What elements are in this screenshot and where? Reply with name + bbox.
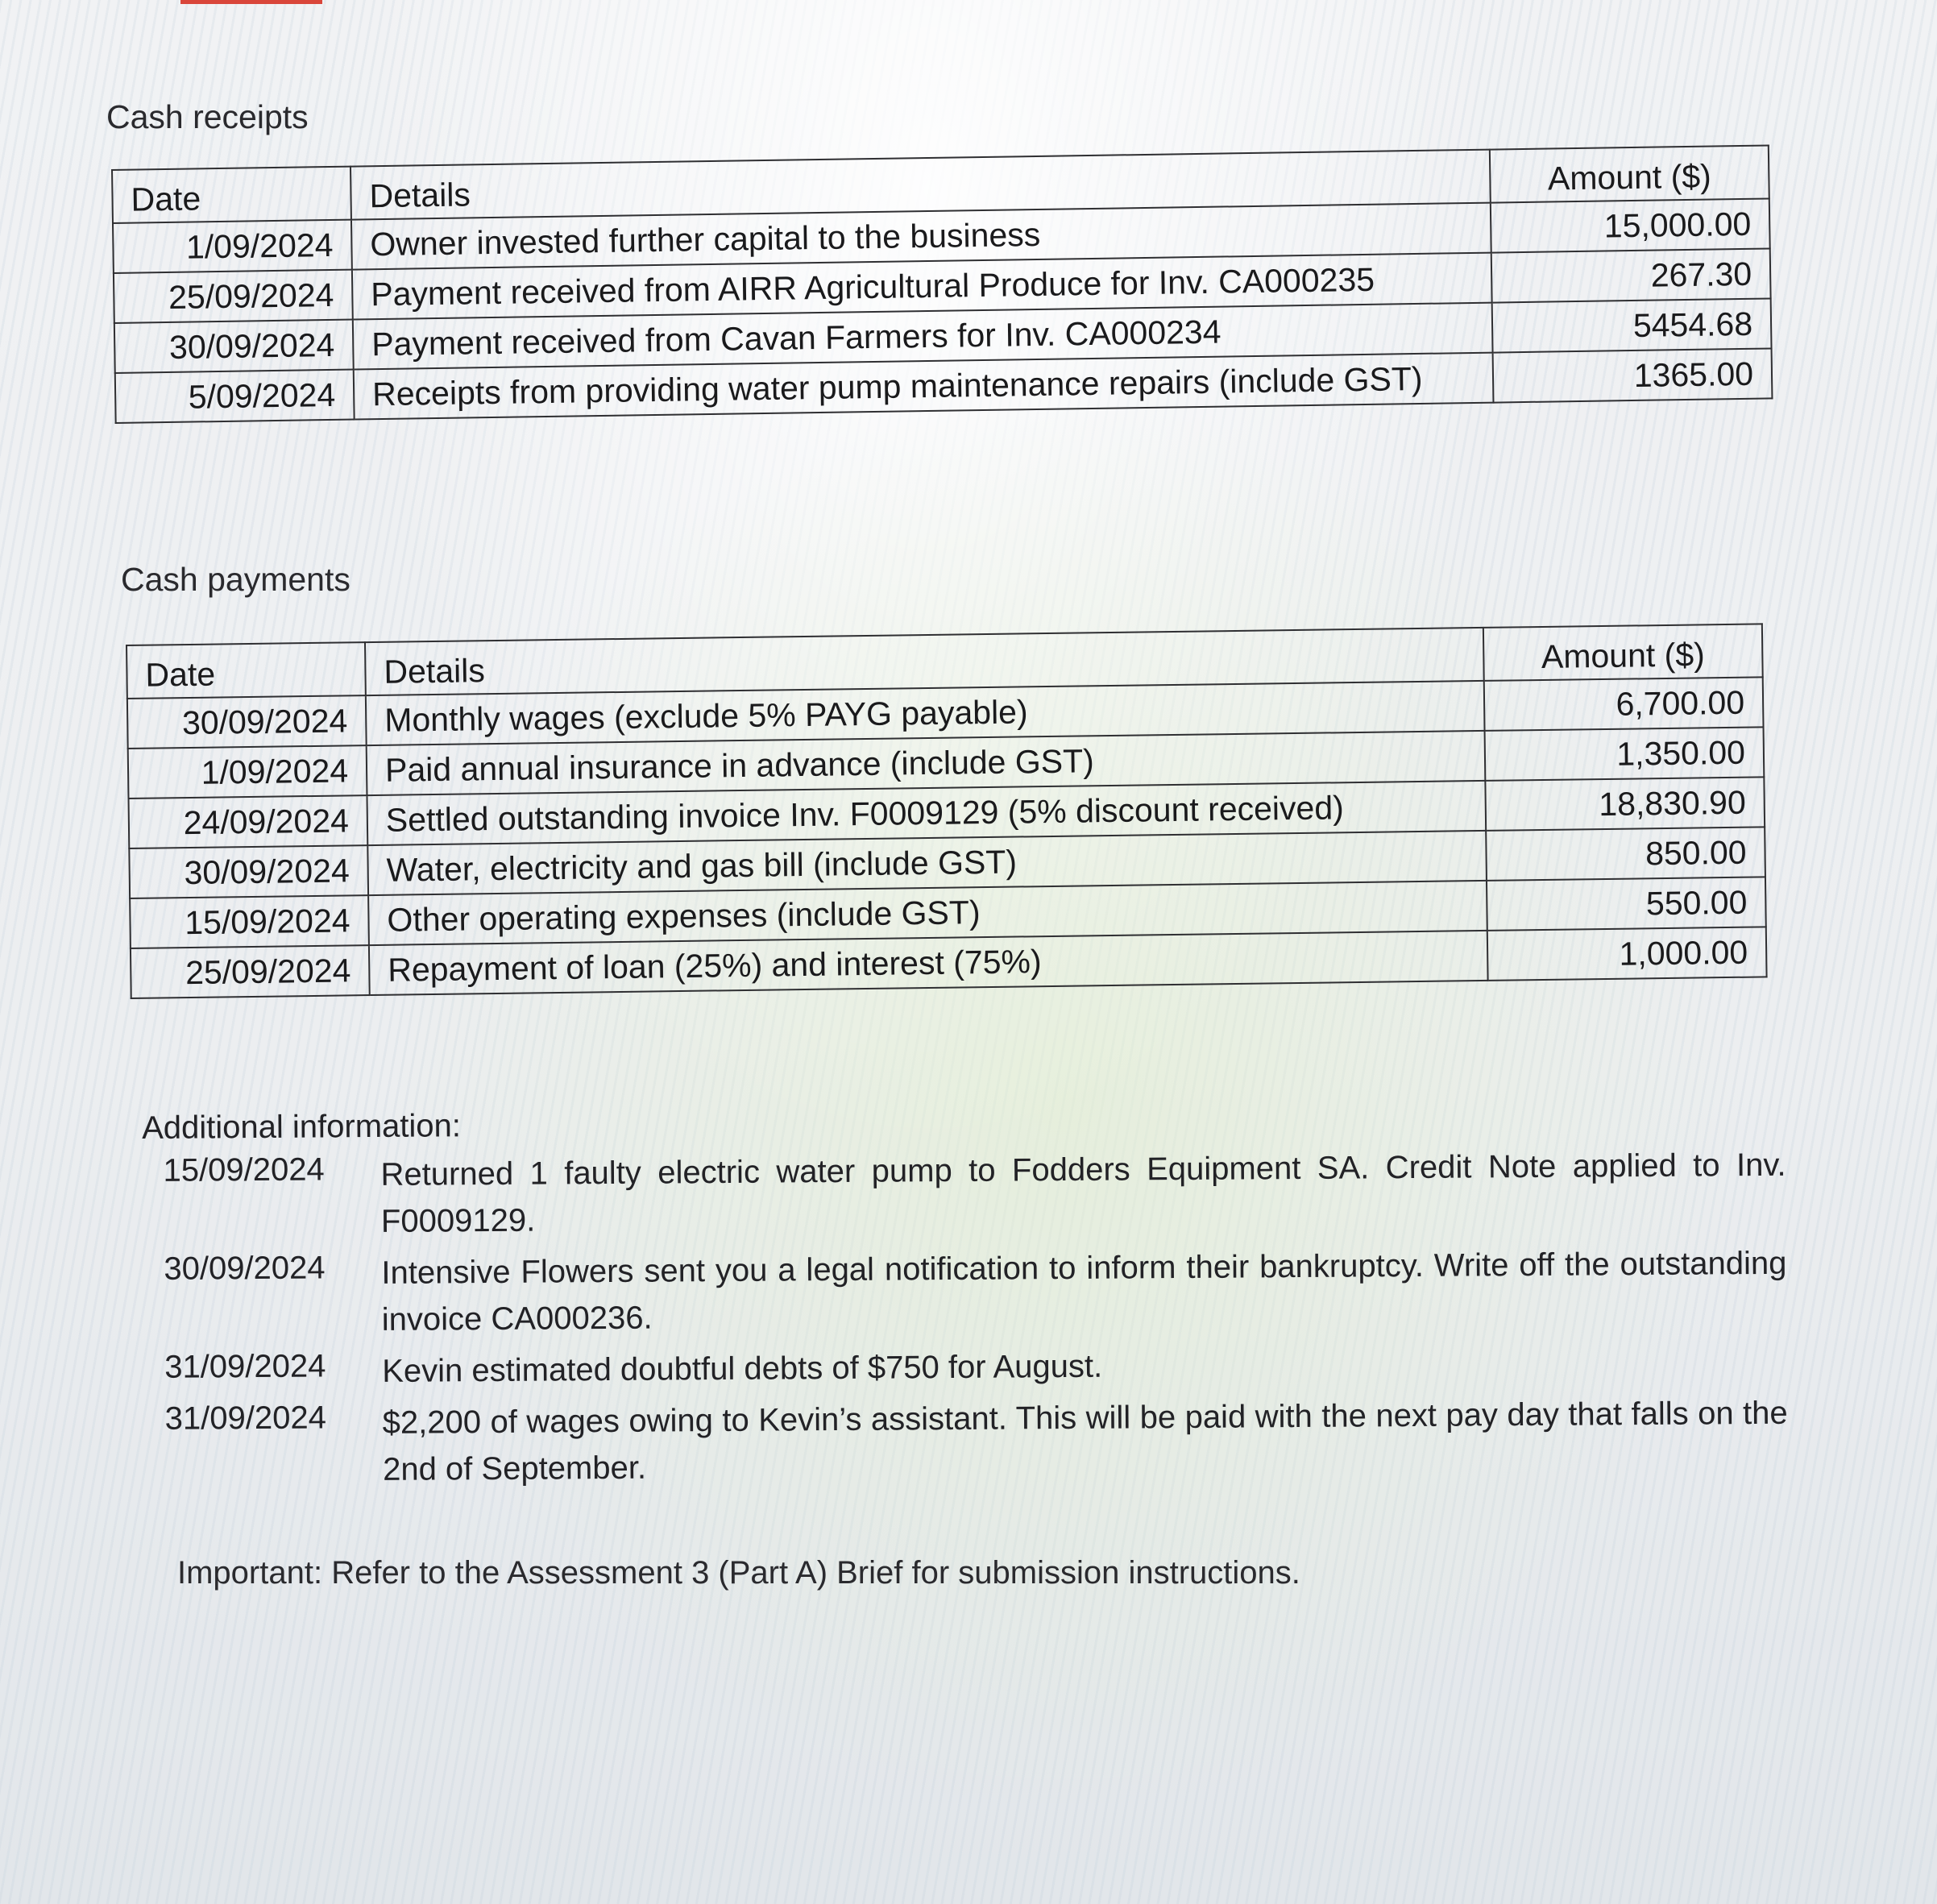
row-date: 5/09/2024 xyxy=(115,370,355,423)
row-date: 25/09/2024 xyxy=(114,270,353,323)
cash-payments-heading: Cash payments xyxy=(121,561,350,598)
note-item xyxy=(142,1142,1786,1247)
note-text: Intensive Flowers sent you a legal notification to inform their bankruptcy. Write off the outstanding invoice CA000236. xyxy=(381,1245,1787,1338)
row-details: Monthly wages (exclude 5% PAYG payable) xyxy=(366,681,1485,745)
row-amount: 1,350.00 xyxy=(1485,727,1765,781)
additional-information xyxy=(142,1099,1788,1500)
row-date: 25/09/2024 xyxy=(131,945,370,998)
note-date: 30/09/2024 xyxy=(164,1250,326,1287)
date-column-header: Date xyxy=(127,642,366,699)
row-details: Other operating expenses (include GST) xyxy=(368,881,1487,945)
row-amount: 18,830.90 xyxy=(1485,777,1765,831)
row-amount: 5454.68 xyxy=(1492,298,1772,352)
row-date: 1/09/2024 xyxy=(113,220,352,273)
note-text: Returned 1 faulty electric water pump to Fodders Equipment SA. Credit Note applied to Inv. F0009129. xyxy=(380,1147,1786,1239)
row-date: 15/09/2024 xyxy=(130,895,369,948)
row-date: 30/09/2024 xyxy=(127,695,367,749)
amount-column-header: Amount ($) xyxy=(1483,624,1763,681)
details-column-header: Details xyxy=(365,628,1484,695)
date-column-header: Date xyxy=(112,167,351,223)
cash-receipts-heading: Cash receipts xyxy=(106,98,309,135)
note-text: Kevin estimated doubtful debts of $750 for August. xyxy=(382,1348,1103,1389)
note-date: 31/09/2024 xyxy=(164,1348,326,1385)
note-item xyxy=(143,1240,1787,1345)
row-details: Payment received from Cavan Farmers for Inv. CA000234 xyxy=(353,303,1493,370)
row-amount: 1365.00 xyxy=(1493,348,1773,402)
row-date: 30/09/2024 xyxy=(129,845,368,898)
row-amount: 267.30 xyxy=(1491,248,1771,302)
row-details: Owner invested further capital to the business xyxy=(351,203,1491,270)
additional-information-title: Additional information: xyxy=(142,1108,462,1146)
note-text: $2,200 of wages owing to Kevin’s assistant. This will be paid with the next pay day that falls on the 2nd of September. xyxy=(382,1395,1788,1487)
row-amount: 6,700.00 xyxy=(1484,677,1764,731)
cash-receipts-table xyxy=(111,144,1773,423)
cash-payments-table xyxy=(126,623,1768,999)
row-details: Water, electricity and gas bill (include GST) xyxy=(367,831,1487,895)
note-date: 15/09/2024 xyxy=(163,1151,325,1188)
row-details: Settled outstanding invoice Inv. F0009129 (5% discount received) xyxy=(367,781,1486,845)
row-amount: 15,000.00 xyxy=(1491,198,1770,252)
row-date: 24/09/2024 xyxy=(129,795,368,848)
row-amount: 850.00 xyxy=(1486,827,1765,881)
amount-column-header: Amount ($) xyxy=(1490,145,1769,202)
row-details: Payment received from AIRR Agricultural Produce for Inv. CA000235 xyxy=(352,253,1492,320)
important-notice: Important: Refer to the Assessment 3 (Part A) Brief for submission instructions. xyxy=(177,1555,1300,1591)
row-details: Paid annual insurance in advance (include GST) xyxy=(367,731,1486,795)
note-item xyxy=(144,1390,1789,1495)
row-details: Repayment of loan (25%) and interest (75%) xyxy=(369,931,1488,995)
row-details: Receipts from providing water pump maintenance repairs (include GST) xyxy=(354,353,1494,420)
row-date: 1/09/2024 xyxy=(128,745,367,799)
note-date: 31/09/2024 xyxy=(164,1400,327,1437)
row-amount: 1,000.00 xyxy=(1487,927,1767,981)
details-column-header: Details xyxy=(350,150,1491,220)
note-item xyxy=(143,1338,1787,1396)
row-amount: 550.00 xyxy=(1487,877,1766,931)
row-date: 30/09/2024 xyxy=(114,320,354,373)
red-header-strip xyxy=(180,0,322,4)
